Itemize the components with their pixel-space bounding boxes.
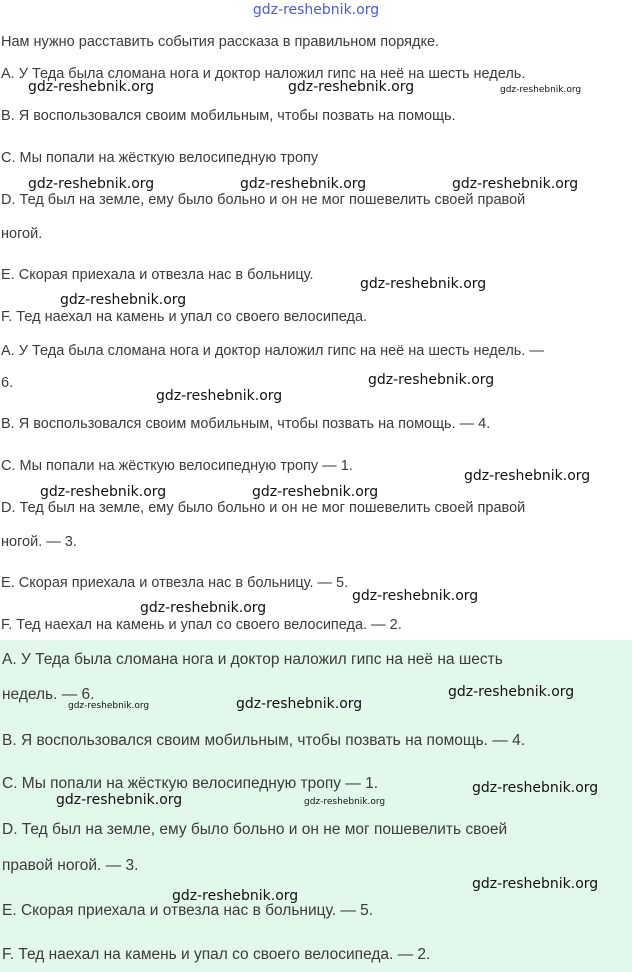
event-line: E. Скорая приехала и отвезла нас в больницу. (1, 267, 314, 283)
watermark: gdz-reshebnik.org (28, 176, 155, 192)
ordered-line: D. Тед был на земле, ему было больно и он не мог пошевелить своей правой (1, 500, 526, 516)
ordered-line: E. Скорая приехала и отвезла нас в больницу. — 5. (1, 575, 349, 591)
watermark: gdz-reshebnik.org (472, 780, 599, 796)
answer-line: A. У Теда была сломана нога и доктор наложил гипс на неё на шесть (2, 651, 503, 668)
ordered-line: 6. (1, 375, 14, 391)
watermark: gdz-reshebnik.org (68, 701, 150, 711)
answer-line: D. Тед был на земле, ему было больно и он не мог пошевелить своей (2, 821, 508, 838)
answer-line: E. Скорая приехала и отвезла нас в больницу. — 5. (2, 902, 374, 919)
answer-line: B. Я воспользовался своим мобильным, чтобы позвать на помощь. — 4. (2, 732, 526, 749)
ordered-line: ногой. — 3. (1, 534, 77, 550)
watermark: gdz-reshebnik.org (500, 85, 582, 95)
ordered-line: A. У Теда была сломана нога и доктор наложил гипс на неё на шесть недель. — (1, 343, 544, 359)
watermark: gdz-reshebnik.org (28, 79, 155, 95)
watermark: gdz-reshebnik.org (172, 888, 299, 904)
watermark: gdz-reshebnik.org (448, 684, 575, 700)
ordered-line: F. Тед наехал на камень и упал со своего велосипеда. — 2. (1, 617, 402, 633)
ordered-line: C. Мы попали на жёсткую велосипедную тропу — 1. (1, 458, 353, 474)
watermark: gdz-reshebnik.org (140, 600, 267, 616)
event-line: B. Я воспользовался своим мобильным, чтобы позвать на помощь. (1, 108, 456, 124)
watermark: gdz-reshebnik.org (304, 797, 386, 807)
site-header-link[interactable]: gdz-reshebnik.org (252, 2, 380, 18)
watermark: gdz-reshebnik.org (236, 696, 363, 712)
watermark: gdz-reshebnik.org (360, 276, 487, 292)
event-line: F. Тед наехал на камень и упал со своего велосипеда. (1, 309, 368, 325)
watermark: gdz-reshebnik.org (40, 484, 167, 500)
watermark: gdz-reshebnik.org (252, 484, 379, 500)
answer-line: недель. — 6. (2, 686, 95, 703)
event-line: D. Тед был на земле, ему было больно и он не мог пошевелить своей правой (1, 192, 526, 208)
ordered-line: B. Я воспользовался своим мобильным, чтобы позвать на помощь. — 4. (1, 416, 491, 432)
event-line: A. У Теда была сломана нога и доктор наложил гипс на неё на шесть недель. (1, 66, 526, 82)
event-line: C. Мы попали на жёсткую велосипедную тропу (1, 150, 319, 166)
event-line: ногой. (1, 226, 43, 242)
watermark: gdz-reshebnik.org (156, 388, 283, 404)
watermark: gdz-reshebnik.org (464, 468, 591, 484)
watermark: gdz-reshebnik.org (368, 372, 495, 388)
watermark: gdz-reshebnik.org (472, 876, 599, 892)
watermark: gdz-reshebnik.org (288, 79, 415, 95)
watermark: gdz-reshebnik.org (60, 292, 187, 308)
answer-line: C. Мы попали на жёсткую велосипедную тропу — 1. (2, 775, 379, 792)
watermark: gdz-reshebnik.org (452, 176, 579, 192)
watermark: gdz-reshebnik.org (240, 176, 367, 192)
intro-text: Нам нужно расставить события рассказа в правильном порядке. (1, 34, 440, 50)
answer-line: правой ногой. — 3. (2, 857, 139, 874)
watermark: gdz-reshebnik.org (56, 792, 183, 808)
answer-line: F. Тед наехал на камень и упал со своего велосипеда. — 2. (2, 946, 431, 963)
watermark: gdz-reshebnik.org (352, 588, 479, 604)
